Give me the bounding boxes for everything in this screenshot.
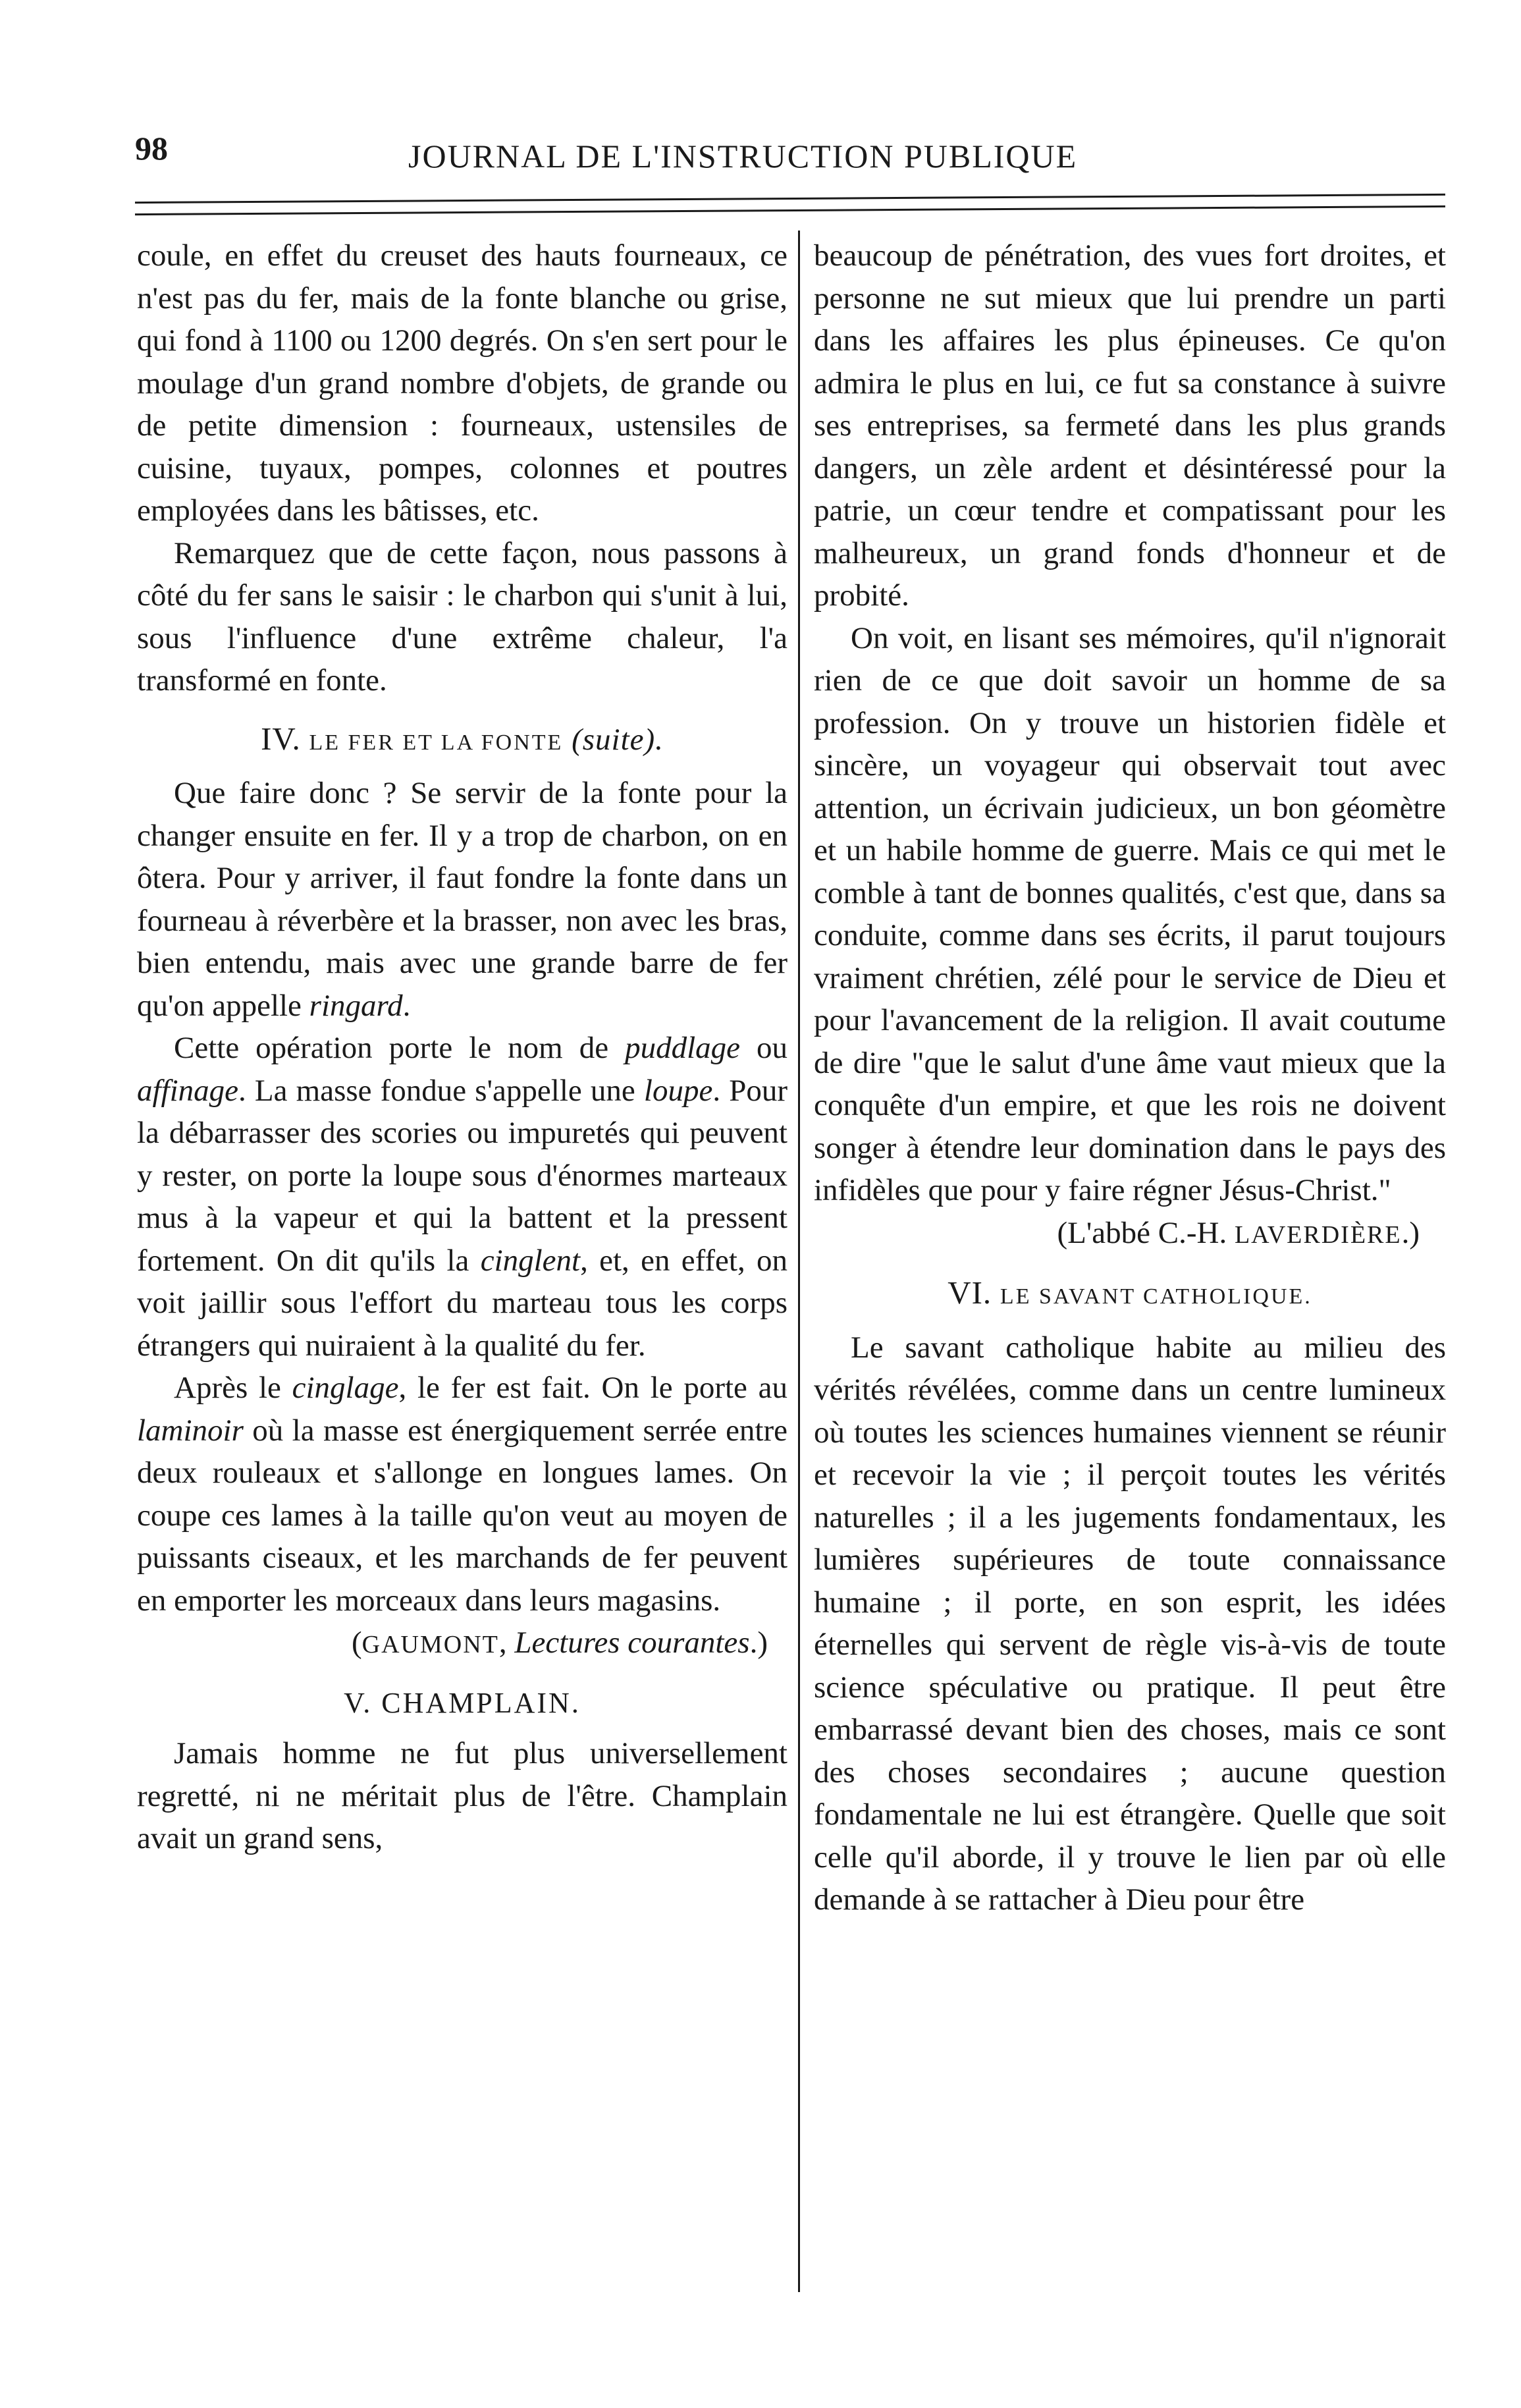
paragraph-jamais-homme: Jamais homme ne fut plus universellement regretté, ni ne méritait plus de l'être. Champlain avait un grand sens, — [137, 1736, 787, 1855]
page-number: 98 — [135, 130, 168, 167]
term-ringard: ringard — [309, 988, 403, 1023]
paragraph-savant-catholique: Le savant catholique habite au milieu des vérités révélées, comme dans un centre lumineux où toutes les sciences humaines viennent se réunir et recevoir la vie ; il perçoit toutes les vérités naturelles ; il a les jugements fondamentaux, les lumières supérieures de toute connaissance humaine ; il porte, en son esprit, les idées éternelles qui servent de règle vis-à-vis de toute science spéculative ou pratique. Il peut être embarrassé devant bien des choses, mais ce sont des choses secondaires ; aucune question fondamentale ne lui est étrangère. Quelle que soit celle qu'il aborde, il y trouve le lien par où elle demande à se rattacher à Dieu pour être — [814, 1330, 1446, 1917]
section-heading-vi — [814, 1272, 1446, 1319]
section-number: VI. — [947, 1274, 992, 1311]
column-divider — [798, 231, 800, 2292]
paragraph-memoires: On voit, en lisant ses mémoires, qu'il n'ignorait rien de ce que doit savoir un homme de sa profession. On y trouve un historien fidèle et sincère, un voyageur qui observait tout avec attention, un écrivain judicieux, un bon géomètre et un habile homme de guerre. Mais ce qui met le comble à tant de bonnes qualités, c'est que, dans sa conduite, comme dans ses écrits, il parut toujours vraiment chrétien, zélé pour le service de Dieu et pour l'avancement de la religion. Il avait coutume de dire "que le salut d'une âme vaut mieux que la conquête d'un empire, et que les rois ne doivent songer à étendre leur domination dans le pays des infidèles que pour y faire régner Jésus-Christ." — [814, 620, 1446, 1207]
section-number: IV. — [261, 720, 301, 757]
paragraph-fonte-continuation: coule, en effet du creuset des hauts fourneaux, ce n'est pas du fer, mais de la fonte blanche ou grise, qui fond à 1100 ou 1200 degrés. On s'en sert pour le moulage d'un grand nombre d'objets, de grande ou de petite dimension : fourneaux, ustensiles de cuisine, tuyaux, pompes, colonnes et poutres employées dans les bâtisses, etc. — [137, 238, 787, 528]
term-puddlage: puddlage — [625, 1031, 740, 1065]
term-laminoir: laminoir — [137, 1413, 244, 1448]
left-column — [137, 234, 787, 1860]
attribution-name: LAVERDIÈRE — [1234, 1220, 1402, 1249]
running-title: JOURNAL DE L'INSTRUCTION PUBLIQUE — [408, 138, 1078, 175]
section-heading-iv — [137, 718, 787, 765]
section-title: LE SAVANT CATHOLIQUE. — [1000, 1284, 1312, 1309]
paragraph-puddlage: Cette opération porte le nom de puddlage ou affinage. La masse fondue s'appelle une loupe. Pour la débarrasser des scories ou impuretés qui peuvent y rester, on porte la loupe sous d'énormes marteaux mus à la vapeur et qui la battent et la pressent fortement. On dit qu'ils la cinglent, et, en effet, on voit jaillir sous l'effort du marteau tous les corps étrangers qui nuiraient à la qualité du fer. — [137, 1031, 788, 1363]
attribution-laverdiere: (L'abbé C.-H. LAVERDIÈRE.) — [1057, 1215, 1420, 1250]
attribution-work: Lectures courantes — [514, 1626, 750, 1660]
term-loupe: loupe — [643, 1073, 713, 1108]
section-title: LE FER ET LA FONTE — [309, 730, 564, 755]
section-suffix: (suite). — [572, 722, 664, 757]
paragraph-laminoir: Après le cinglage, le fer est fait. On le porte au laminoir où la masse est énergiquement serrée entre deux rouleaux et s'allonge en longues lames. On coupe ces lames à la taille qu'on veut au moyen de puissants ciseaux, et les marchands de fer peuvent en emporter les morceaux dans leurs magasins. — [137, 1371, 787, 1618]
paragraph-que-faire: Que faire donc ? Se servir de la fonte pour la changer ensuite en fer. Il y a trop de charbon, on en ôtera. Pour y arriver, il faut fondre la fonte dans un fourneau à réverbère et la brasser, non avec les bras, bien entendu, mais avec une grande barre de fer qu'on appelle ringard. — [137, 776, 787, 1023]
section-heading-v: V. CHAMPLAIN. — [344, 1686, 581, 1719]
term-cinglent: cinglent — [480, 1243, 581, 1278]
attribution-author: GAUMONT — [361, 1631, 499, 1658]
header-rule-top — [135, 194, 1445, 204]
paragraph-penetration: beaucoup de pénétration, des vues fort droites, et personne ne sut mieux que lui prendre un parti dans les affaires les plus épineuses. Ce qu'on admira le plus en lui, ce fut sa constance à suivre ses entreprises, sa fermeté dans les plus grands dangers, un zèle ardent et désintéressé pour la patrie, un cœur tendre et compatissant pour les malheureux, un grand fonds d'honneur et de probité. — [814, 238, 1446, 613]
term-cinglage: cinglage — [292, 1371, 399, 1405]
term-affinage: affinage — [137, 1073, 239, 1108]
attribution-gaumont: (GAUMONT, Lectures courantes.) — [351, 1626, 768, 1660]
header-rule-bottom — [135, 205, 1445, 215]
right-column — [814, 234, 1446, 1921]
paragraph-remarquez: Remarquez que de cette façon, nous passons à côté du fer sans le saisir : le charbon qui s'unit à lui, sous l'influence d'une extrême chaleur, l'a transformé en fonte. — [137, 535, 787, 698]
